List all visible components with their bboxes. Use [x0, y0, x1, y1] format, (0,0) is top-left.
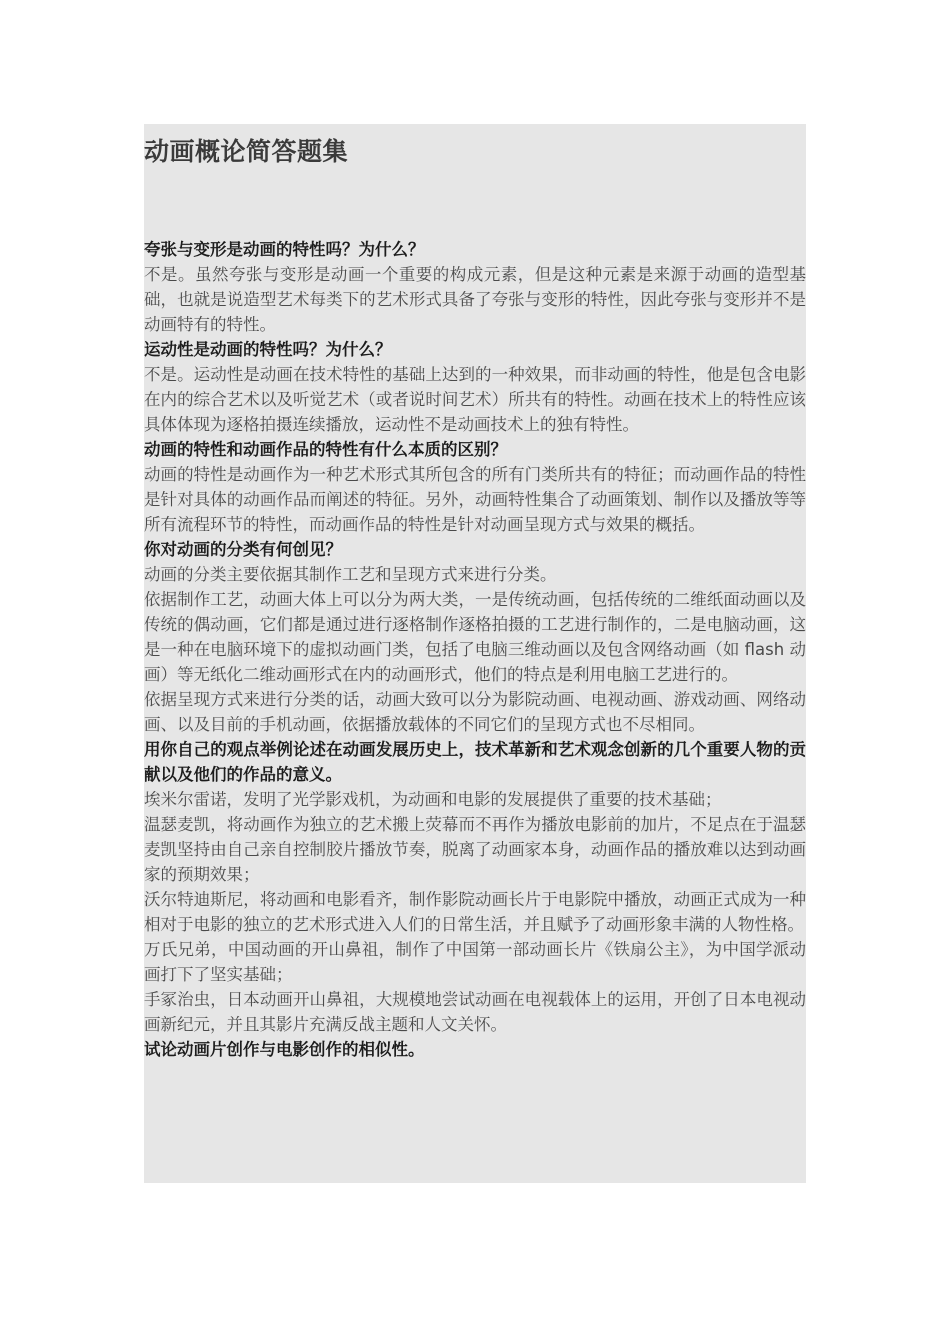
answer-2: 不是。运动性是动画在技术特性的基础上达到的一种效果，而非动画的特性，他是包含电影在内的综合艺术以及听觉艺术（或者说时间艺术）所共有的特性。动画在技术上的特性应该具体体现为逐格拍摄连续播放，运动性不是动画技术上的独有特性。: [144, 365, 806, 434]
answer-4-craft: 依据制作工艺，动画大体上可以分为两大类，一是传统动画，包括传统的二维纸面动画以及传统的偶动画，它们都是通过进行逐格制作逐格拍摄的工艺进行制作的，二是电脑动画，这是一种在电脑环境下的虚拟动画门类，包括了电脑三维动画以及包含网络动画（如 flash 动画）等无纸化二维动画形式在内的动画形式，他们的特点是利用电脑工艺进行的。: [144, 590, 806, 684]
question-4: 你对动画的分类有何创见？: [144, 540, 342, 559]
answer-5-disney: 沃尔特迪斯尼，将动画和电影看齐，制作影院动画长片于电影院中播放，动画正式成为一种相对于电影的独立的艺术形式进入人们的日常生活，并且赋予了动画形象丰满的人物性格。: [144, 890, 806, 934]
question-5: 用你自己的观点举例论述在动画发展历史上，技术革新和艺术观念创新的几个重要人物的贡献以及他们的作品的意义。: [144, 740, 806, 784]
question-6: 试论动画片创作与电影创作的相似性。: [144, 1040, 425, 1059]
answer-4-presentation: 依据呈现方式来进行分类的话，动画大致可以分为影院动画、电视动画、游戏动画、网络动画、以及目前的手机动画，依据播放载体的不同它们的呈现方式也不尽相同。: [144, 690, 806, 734]
answer-5-mccay: 温瑟麦凯，将动画作为独立的艺术搬上荧幕而不再作为播放电影前的加片，不足点在于温瑟麦凯坚持由自己亲自控制胶片播放节奏，脱离了动画家本身，动画作品的播放难以达到动画家的预期效果；: [144, 815, 806, 884]
answer-5-reynaud: 埃米尔雷诺，发明了光学影戏机，为动画和电影的发展提供了重要的技术基础；: [144, 790, 722, 809]
answer-5-wan-brothers: 万氏兄弟，中国动画的开山鼻祖，制作了中国第一部动画长片《铁扇公主》，为中国学派动画打下了坚实基础；: [144, 940, 806, 984]
question-2: 运动性是动画的特性吗？为什么？: [144, 340, 392, 359]
document-body: [144, 237, 806, 1062]
question-1: 夸张与变形是动画的特性吗？为什么？: [144, 240, 425, 259]
question-3: 动画的特性和动画作品的特性有什么本质的区别？: [144, 440, 507, 459]
answer-1: 不是。虽然夸张与变形是动画一个重要的构成元素，但是这种元素是来源于动画的造型基础，也就是说造型艺术每类下的艺术形式具备了夸张与变形的特性，因此夸张与变形并不是动画特有的特性。: [144, 265, 806, 334]
answer-3: 动画的特性是动画作为一种艺术形式其所包含的所有门类所共有的特征；而动画作品的特性是针对具体的动画作品而阐述的特征。另外，动画特性集合了动画策划、制作以及播放等等所有流程环节的特性，而动画作品的特性是针对动画呈现方式与效果的概括。: [144, 465, 806, 534]
document-title: 动画概论简答题集: [144, 137, 349, 166]
answer-5-tezuka: 手冢治虫，日本动画开山鼻祖，大规模地尝试动画在电视载体上的运用，开创了日本电视动画新纪元，并且其影片充满反战主题和人文关怀。: [144, 990, 806, 1034]
document-block: [144, 124, 806, 1183]
answer-4-intro: 动画的分类主要依据其制作工艺和呈现方式来进行分类。: [144, 565, 557, 584]
